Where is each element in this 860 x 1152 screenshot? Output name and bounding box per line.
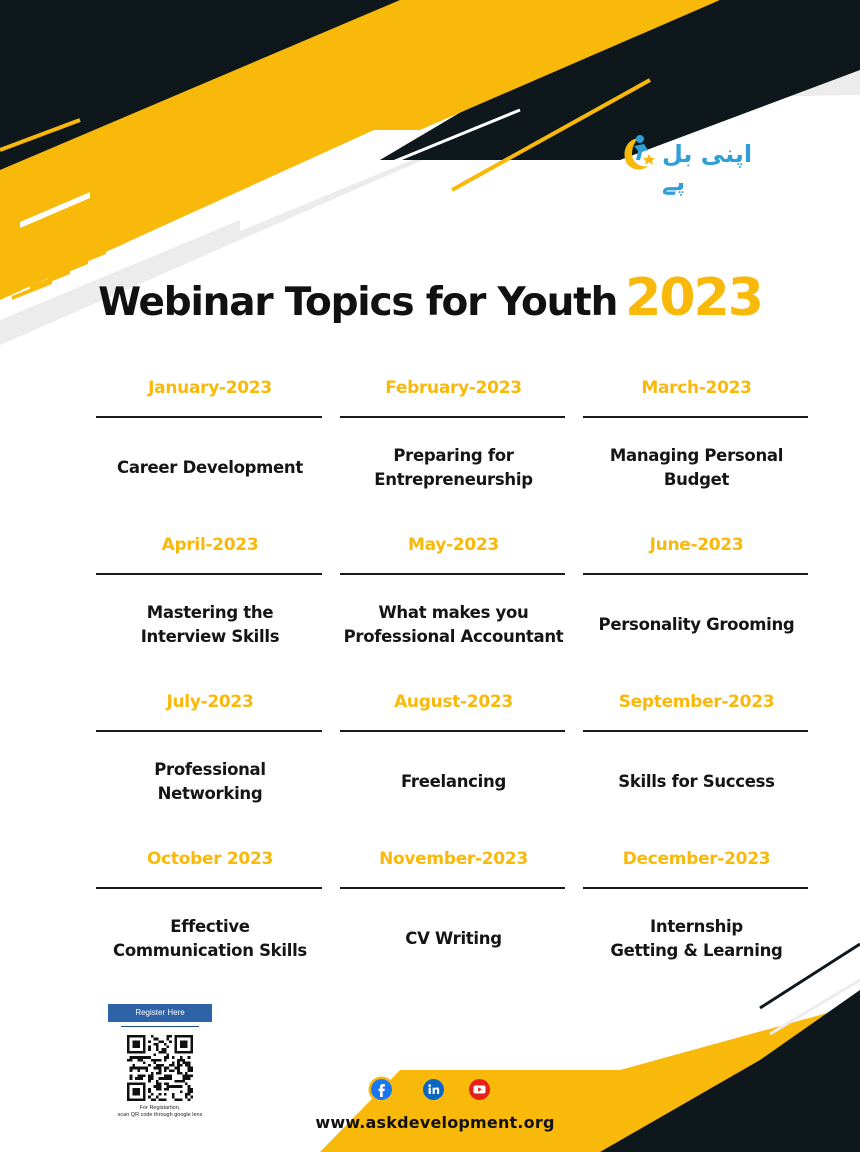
divider [96,573,322,575]
month-label: October 2023 [146,849,274,869]
youtube-icon[interactable] [466,1076,493,1103]
schedule-item [332,527,575,684]
register-divider [121,1026,199,1027]
schedule-item [575,370,818,527]
schedule-item [575,684,818,841]
schedule-item [88,841,332,998]
facebook-icon[interactable] [368,1076,395,1103]
brand-logo [616,130,776,196]
divider [340,573,565,575]
month-label: February-2023 [385,378,522,398]
schedule-item [332,684,575,841]
topic-label: Mastering the Interview Skills [140,603,280,646]
topic-label: Personality Grooming [598,615,795,634]
divider [583,416,808,418]
divider [340,416,565,418]
divider [583,573,808,575]
month-label: June-2023 [649,535,744,555]
divider [340,887,565,889]
title-year: 2023 [625,268,762,328]
register-button[interactable]: Register Here [108,1004,212,1022]
topic-label: Professional Networking [154,760,266,803]
page-title [0,268,860,328]
schedule-item [88,684,332,841]
topic-label: Managing Personal Budget [609,446,784,489]
month-label: March-2023 [641,378,752,398]
divider [583,730,808,732]
month-label: December-2023 [622,849,771,869]
logo-text: اپنی بل پے [662,140,753,196]
person-moon-star-icon [616,130,660,176]
month-label: April-2023 [161,535,259,555]
topic-label: Career Development [117,458,303,477]
month-label: July-2023 [166,692,254,712]
schedule-item [332,370,575,527]
website-link[interactable]: www.askdevelopment.org [315,1113,555,1132]
title-text: Webinar Topics for Youth [98,280,618,325]
topic-label: What makes you Professional Accountant [343,603,564,646]
schedule-item [88,527,332,684]
register-block [108,1004,212,1119]
topic-label: Internship Getting & Learning [610,917,783,960]
schedule-item [88,370,332,527]
qr-code[interactable] [127,1035,193,1101]
month-label: January-2023 [148,378,272,398]
schedule-item [575,841,818,998]
divider [96,416,322,418]
qr-caption: For Registartion, scan QR code through google lens [117,1105,203,1118]
schedule-item [332,841,575,998]
month-label: September-2023 [618,692,775,712]
divider [340,730,565,732]
topic-label: Skills for Success [618,772,775,791]
month-label: November-2023 [379,849,528,869]
divider [583,887,808,889]
topic-label: Preparing for Entrepreneurship [374,446,533,489]
divider [96,730,322,732]
topic-label: Freelancing [401,772,506,791]
divider [96,887,322,889]
schedule-grid [88,370,818,998]
month-label: May-2023 [408,535,499,555]
linkedin-icon[interactable] [420,1076,447,1103]
social-links [368,1076,496,1104]
month-label: August-2023 [394,692,513,712]
topic-label: Effective Communication Skills [113,917,307,960]
schedule-item [575,527,818,684]
topic-label: CV Writing [405,929,502,948]
